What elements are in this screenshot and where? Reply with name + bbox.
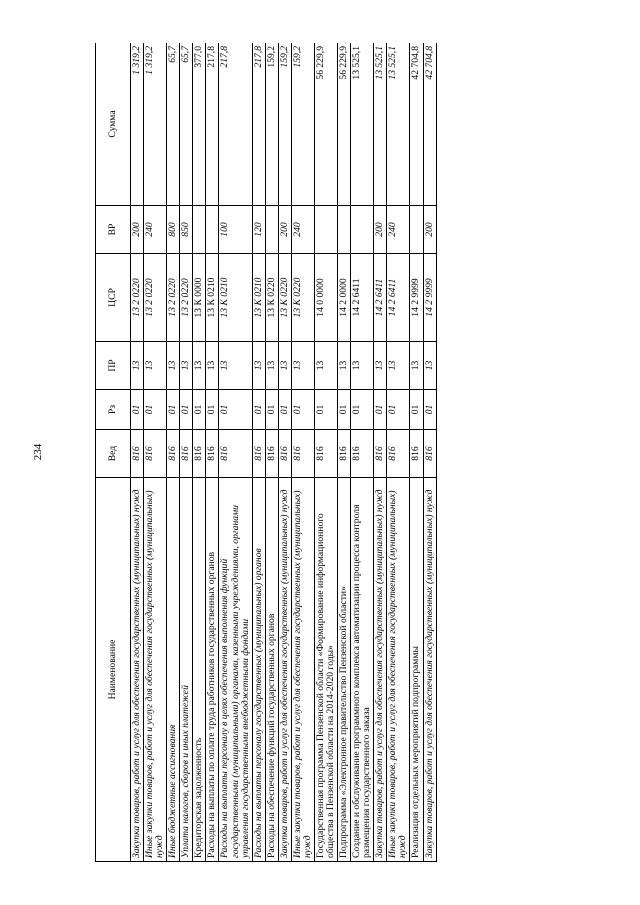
cell-ved: 816 xyxy=(193,430,206,478)
table-row xyxy=(374,43,387,862)
table-row xyxy=(252,43,265,862)
cell-name: Закупка товаров, работ и услуг для обеспечения государственных (муниципальных) нужд xyxy=(278,478,291,862)
cell-rz: 01 xyxy=(131,390,144,430)
table-row xyxy=(387,43,410,862)
header-csr: ЦСР xyxy=(96,254,131,342)
cell-ved: 816 xyxy=(338,430,351,478)
cell-csr: 13 К 0220 xyxy=(278,254,291,342)
cell-pr: 13 xyxy=(144,342,167,390)
cell-ved: 816 xyxy=(387,430,410,478)
cell-csr: 14 2 6411 xyxy=(387,254,410,342)
cell-rz: 01 xyxy=(180,390,193,430)
cell-vr: 200 xyxy=(374,206,387,254)
cell-name: Иные закупки товаров, работ и услуг для обеспечения государственных (муниципальных) нужд xyxy=(144,478,167,862)
cell-csr: 14 2 0000 xyxy=(338,254,351,342)
cell-csr: 13 К 0210 xyxy=(206,254,219,342)
cell-ved: 816 xyxy=(291,430,314,478)
cell-ved: 816 xyxy=(252,430,265,478)
header-vr: ВР xyxy=(96,206,131,254)
cell-ved: 816 xyxy=(206,430,219,478)
cell-name: Государственная программа Пензенской области «Формирование информационного общества в Пензенской области на 2014-2020 годы» xyxy=(314,478,337,862)
cell-csr: 13 К 0220 xyxy=(265,254,278,342)
cell-csr: 13 К 0220 xyxy=(291,254,314,342)
table-row xyxy=(291,43,314,862)
table-body xyxy=(131,43,437,862)
cell-vr xyxy=(410,206,423,254)
cell-pr: 13 xyxy=(351,342,374,390)
cell-ved: 816 xyxy=(278,430,291,478)
cell-vr: 200 xyxy=(278,206,291,254)
cell-rz: 01 xyxy=(291,390,314,430)
cell-name: Расходы на выплаты по оплате труда работников государственных органов xyxy=(206,478,219,862)
cell-sum: 13 525,1 xyxy=(351,43,374,206)
cell-vr: 200 xyxy=(423,206,436,254)
cell-vr: 240 xyxy=(291,206,314,254)
cell-rz: 01 xyxy=(387,390,410,430)
cell-vr: 850 xyxy=(180,206,193,254)
cell-sum: 65,7 xyxy=(180,43,193,206)
cell-name: Расходы на выплаты персоналу в целях обеспечения выполнения функций государственными (муниципальными) органами, казенными учреждениями, органами управления государственными внебюджетными фондами xyxy=(219,478,252,862)
cell-pr: 13 xyxy=(374,342,387,390)
cell-name: Создание и обслуживание программного комплекса автоматизации процесса контроля размещения государственного заказа xyxy=(351,478,374,862)
cell-pr: 13 xyxy=(314,342,337,390)
cell-pr: 13 xyxy=(206,342,219,390)
cell-ved: 816 xyxy=(265,430,278,478)
table-row xyxy=(278,43,291,862)
cell-csr: 14 2 9999 xyxy=(410,254,423,342)
table-row xyxy=(423,43,436,862)
cell-rz: 01 xyxy=(219,390,252,430)
table-row xyxy=(219,43,252,862)
header-sum: Сумма xyxy=(96,43,131,206)
cell-csr: 14 2 6411 xyxy=(374,254,387,342)
cell-csr: 13 2 0220 xyxy=(180,254,193,342)
cell-vr xyxy=(351,206,374,254)
header-name: Наименование xyxy=(96,478,131,862)
cell-csr: 13 К 0210 xyxy=(219,254,252,342)
cell-sum: 42 704,8 xyxy=(410,43,423,206)
cell-pr: 13 xyxy=(410,342,423,390)
cell-ved: 816 xyxy=(314,430,337,478)
cell-sum: 56 229,9 xyxy=(338,43,351,206)
cell-rz: 01 xyxy=(374,390,387,430)
cell-pr: 13 xyxy=(278,342,291,390)
cell-csr: 13 2 0220 xyxy=(131,254,144,342)
cell-rz: 01 xyxy=(167,390,180,430)
page-number: 234 xyxy=(32,443,44,461)
cell-vr: 240 xyxy=(387,206,410,254)
cell-vr xyxy=(314,206,337,254)
table-row xyxy=(167,43,180,862)
cell-rz: 01 xyxy=(252,390,265,430)
cell-ved: 816 xyxy=(180,430,193,478)
cell-name: Реализация отдельных мероприятий подпрограммы xyxy=(410,478,423,862)
table-row xyxy=(265,43,278,862)
cell-name: Закупка товаров, работ и услуг для обеспечения государственных (муниципальных) нужд xyxy=(374,478,387,862)
cell-pr: 13 xyxy=(193,342,206,390)
cell-rz: 01 xyxy=(423,390,436,430)
cell-ved: 816 xyxy=(410,430,423,478)
cell-vr: 120 xyxy=(252,206,265,254)
cell-name: Подпрограмма «Электронное правительство Пензенской области» xyxy=(338,478,351,862)
cell-ved: 816 xyxy=(374,430,387,478)
header-ved: Вед xyxy=(96,430,131,478)
cell-vr: 200 xyxy=(131,206,144,254)
table-row xyxy=(206,43,219,862)
table-row xyxy=(131,43,144,862)
cell-ved: 816 xyxy=(219,430,252,478)
cell-ved: 816 xyxy=(351,430,374,478)
cell-name: Расходы на обеспечение функций государственных органов xyxy=(265,478,278,862)
table-row xyxy=(351,43,374,862)
cell-name: Иные закупки товаров, работ и услуг для обеспечения государственных (муниципальных) нужд xyxy=(291,478,314,862)
cell-csr: 14 0 0000 xyxy=(314,254,337,342)
cell-pr: 13 xyxy=(265,342,278,390)
cell-ved: 816 xyxy=(423,430,436,478)
cell-sum: 217,8 xyxy=(252,43,265,206)
cell-sum: 56 229,9 xyxy=(314,43,337,206)
cell-sum: 13 525,1 xyxy=(387,43,410,206)
cell-csr: 13 К 0000 xyxy=(193,254,206,342)
cell-pr: 13 xyxy=(423,342,436,390)
cell-name: Иные бюджетные ассигнования xyxy=(167,478,180,862)
cell-csr: 13 2 0220 xyxy=(144,254,167,342)
cell-csr: 14 2 6411 xyxy=(351,254,374,342)
cell-vr xyxy=(338,206,351,254)
cell-pr: 13 xyxy=(338,342,351,390)
table-header xyxy=(96,43,131,862)
table-row xyxy=(193,43,206,862)
cell-sum: 1 319,2 xyxy=(144,43,167,206)
header-rz: Рз xyxy=(96,390,131,430)
table-row xyxy=(410,43,423,862)
cell-vr: 240 xyxy=(144,206,167,254)
cell-ved: 816 xyxy=(144,430,167,478)
cell-vr xyxy=(206,206,219,254)
table-row xyxy=(180,43,193,862)
cell-sum: 1 319,2 xyxy=(131,43,144,206)
cell-vr: 100 xyxy=(219,206,252,254)
cell-rz: 01 xyxy=(265,390,278,430)
cell-rz: 01 xyxy=(206,390,219,430)
cell-name: Расходы на выплаты персоналу государственных (муниципальных) органов xyxy=(252,478,265,862)
cell-rz: 01 xyxy=(410,390,423,430)
budget-table xyxy=(95,43,437,862)
cell-rz: 01 xyxy=(314,390,337,430)
cell-vr: 800 xyxy=(167,206,180,254)
cell-vr xyxy=(193,206,206,254)
cell-sum: 13 525,1 xyxy=(374,43,387,206)
cell-pr: 13 xyxy=(167,342,180,390)
cell-name: Уплата налогов, сборов и иных платежей xyxy=(180,478,193,862)
cell-pr: 13 xyxy=(219,342,252,390)
cell-pr: 13 xyxy=(131,342,144,390)
cell-rz: 01 xyxy=(338,390,351,430)
budget-table-container xyxy=(95,43,557,862)
cell-name: Закупка товаров, работ и услуг для обеспечения государственных (муниципальных) нужд xyxy=(423,478,436,862)
cell-rz: 01 xyxy=(193,390,206,430)
cell-rz: 01 xyxy=(144,390,167,430)
cell-sum: 159,2 xyxy=(278,43,291,206)
table-row xyxy=(338,43,351,862)
cell-sum: 42 704,8 xyxy=(423,43,436,206)
cell-pr: 13 xyxy=(180,342,193,390)
cell-rz: 01 xyxy=(278,390,291,430)
cell-pr: 13 xyxy=(252,342,265,390)
cell-name: Кредиторская задолженность xyxy=(193,478,206,862)
cell-name: Иные закупки товаров, работ и услуг для обеспечения государственных (муниципальных) нужд xyxy=(387,478,410,862)
cell-ved: 816 xyxy=(167,430,180,478)
table-row xyxy=(144,43,167,862)
cell-sum: 377,0 xyxy=(193,43,206,206)
cell-csr: 13 2 0220 xyxy=(167,254,180,342)
header-pr: ПР xyxy=(96,342,131,390)
cell-sum: 159,2 xyxy=(291,43,314,206)
cell-vr xyxy=(265,206,278,254)
cell-name: Закупка товаров, работ и услуг для обеспечения государственных (муниципальных) нужд xyxy=(131,478,144,862)
cell-rz: 01 xyxy=(351,390,374,430)
cell-pr: 13 xyxy=(387,342,410,390)
cell-sum: 65,7 xyxy=(167,43,180,206)
table-row xyxy=(314,43,337,862)
cell-csr: 14 2 9999 xyxy=(423,254,436,342)
cell-sum: 159,2 xyxy=(265,43,278,206)
cell-csr: 13 К 0210 xyxy=(252,254,265,342)
cell-sum: 217,8 xyxy=(219,43,252,206)
cell-sum: 217,8 xyxy=(206,43,219,206)
cell-pr: 13 xyxy=(291,342,314,390)
cell-ved: 816 xyxy=(131,430,144,478)
